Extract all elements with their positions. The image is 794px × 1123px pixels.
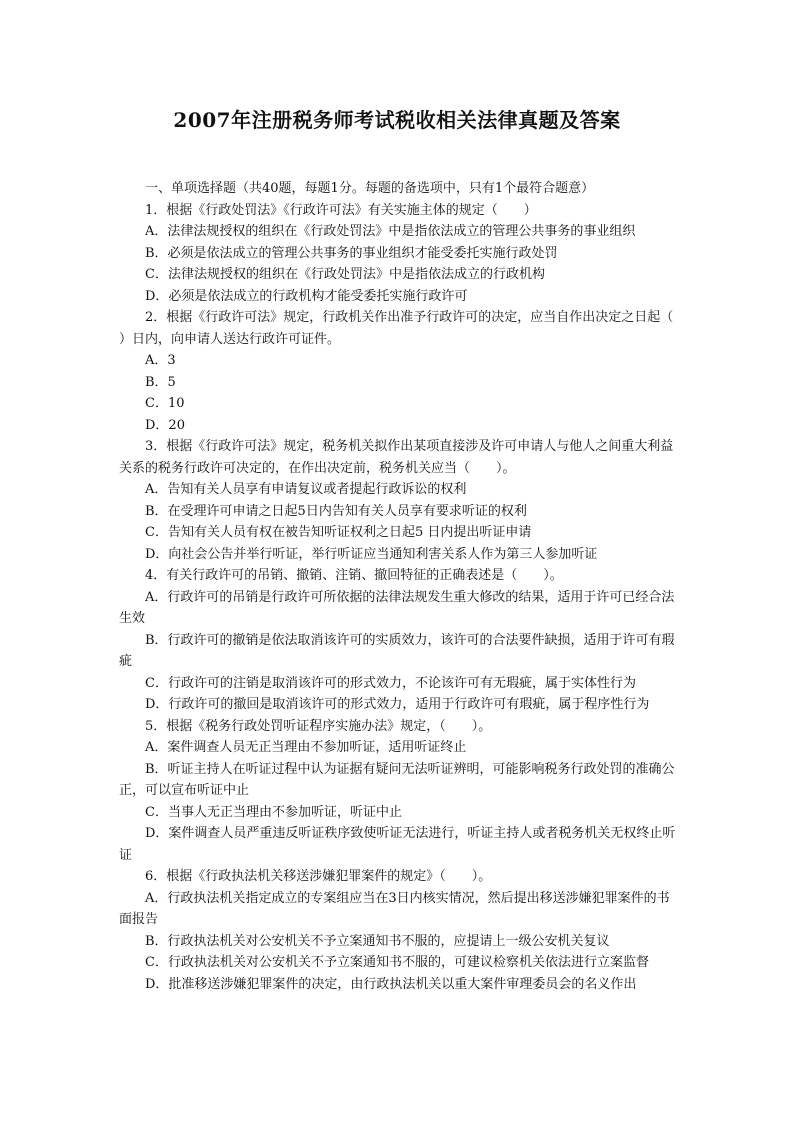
option-4a: A．行政许可的吊销是行政许可所依据的法律法规发生重大修改的结果，适用于许可已经合法生效 [119, 589, 675, 626]
option-2c: C．10 [145, 396, 185, 411]
option-1c: C．法律法规授权的组织在《行政处罚法》中是指依法成立的行政机构 [145, 267, 545, 282]
option-6a: A．行政执法机关指定成立的专案组应当在3日内核实情况，然后提出移送涉嫌犯罪案件的书面报告 [119, 890, 670, 927]
option-5d: D．案件调查人员严重违反听证秩序致使听证无法进行，听证主持人或者税务机关无权终止听证 [119, 826, 676, 863]
option-5a: A．案件调查人员无正当理由不参加听证，适用听证终止 [145, 740, 467, 755]
option-4d: D．行政许可的撤回是取消该许可的形式效力，适用于行政许可有瑕疵，属于程序性行为 [145, 697, 650, 712]
option-5c: C．当事人无正当理由不参加听证，听证中止 [145, 804, 402, 820]
option-2d: D．20 [145, 417, 185, 433]
option-6b: B．行政执法机关对公安机关不予立案通知书不服的，应提请上一级公安机关复议 [145, 933, 610, 949]
option-1d: D．必须是依法成立的行政机构才能受委托实施行政许可 [145, 288, 468, 304]
document-title: 2007年注册税务师考试税收相关法律真题及答案 [173, 108, 621, 132]
option-3b: B．在受理许可申请之日起5日内告知有关人员享有要求听证的权利 [145, 503, 527, 519]
question-4: 4．有关行政许可的吊销、撤销、注销、撤回特征的正确表述是（ ）。 [145, 568, 563, 583]
option-3d: D．向社会公告并举行听证，举行听证应当通知利害关系人作为第三人参加听证 [145, 546, 598, 562]
question-2: 2．根据《行政许可法》规定，行政机关作出准予行政许可的决定，应当自作出决定之日起（ ）日内，向申请人送达行政许可证件。 [119, 310, 700, 347]
section-heading: 一、单项选择题（共40题，每题1分。每题的备选项中，只有1个最符合题意） [145, 181, 595, 196]
document-body [119, 178, 700, 995]
option-2a: A．3 [145, 353, 176, 368]
option-4c: C．行政许可的注销是取消该许可的形式效力，不论该许可有无瑕疵，属于实体性行为 [145, 675, 636, 691]
option-5b: B．听证主持人在听证过程中认为证据有疑问无法听证辨明，可能影响税务行政处罚的准确公正，可以宣布听证中止 [119, 761, 675, 798]
question-1: 1．根据《行政处罚法》《行政许可法》有关实施主体的规定（ ） [145, 202, 537, 218]
question-5: 5．根据《税务行政处罚听证程序实施办法》规定，（ ）。 [145, 718, 492, 734]
question-3: 3．根据《行政许可法》规定，税务机关拟作出某项直接涉及许可申请人与他人之间重大利益关系的税务行政许可决定的，在作出决定前，税务机关应当（ ）。 [119, 439, 674, 476]
option-6c: C．行政执法机关对公安机关不予立案通知书不服的，可建议检察机关依法进行立案监督 [145, 955, 649, 970]
option-1b: B．必须是依法成立的管理公共事务的事业组织才能受委托实施行政处罚 [145, 245, 558, 261]
option-3a: A．告知有关人员享有申请复议或者提起行政诉讼的权利 [145, 482, 467, 497]
option-4b: B．行政许可的撤销是依法取消该许可的实质效力，该许可的合法要件缺损，适用于许可有瑕疵 [119, 632, 675, 669]
question-6: 6．根据《行政执法机关移送涉嫌犯罪案件的规定》（ ）。 [145, 869, 492, 884]
option-6d: D．批准移送涉嫌犯罪案件的决定，由行政执法机关以重大案件审理委员会的名义作出 [145, 976, 637, 992]
option-1a: A．法律法规授权的组织在《行政处罚法》中是指依法成立的管理公共事务的事业组织 [145, 224, 636, 239]
option-2b: B．5 [145, 374, 176, 390]
option-3c: C．告知有关人员有权在被告知听证权利之日起5 日内提出听证申请 [145, 525, 532, 540]
